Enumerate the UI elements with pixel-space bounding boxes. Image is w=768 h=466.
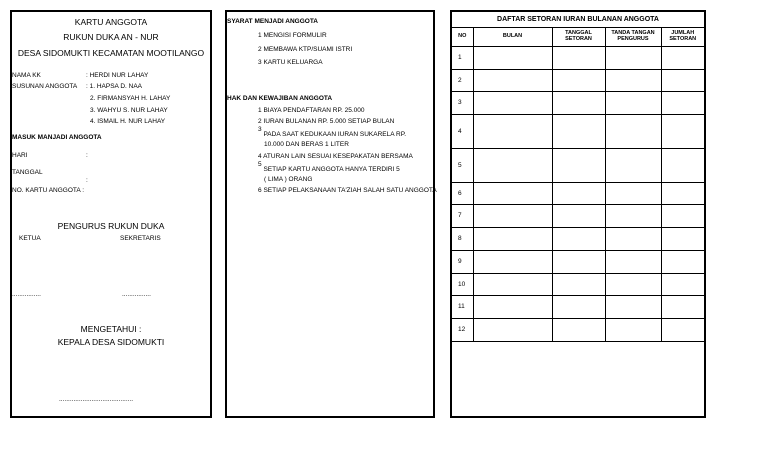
header-bulan — [473, 27, 552, 46]
kepala-desa-signature-line: ......................................... — [59, 396, 134, 403]
header-line: SETORAN — [565, 35, 592, 42]
table-cell — [552, 46, 605, 69]
table-row — [452, 295, 704, 318]
table-row — [452, 318, 704, 341]
syarat-item-1 — [258, 33, 327, 40]
table-cell — [473, 69, 552, 91]
table-cell — [605, 148, 661, 182]
header-line: TANGGAL — [565, 29, 592, 36]
card-subtitle: RUKUN DUKA AN - NUR — [63, 32, 159, 42]
hak-item-3-cont: 10.000 DAN BERAS 1 LITER — [264, 141, 349, 148]
row-number: 6 — [452, 182, 473, 204]
header-line: SETORAN — [669, 35, 697, 42]
hak-item-number: 4 — [258, 153, 262, 160]
row-number: 1 — [452, 46, 473, 69]
table-cell — [605, 46, 661, 69]
table-cell — [661, 204, 704, 227]
table-cell — [605, 91, 661, 114]
table-title: DAFTAR SETORAN IURAN BULANAN ANGGOTA — [452, 12, 704, 27]
kepala-desa-label: KEPALA DESA SIDOMUKTI — [57, 337, 165, 347]
pengurus-heading: PENGURUS RUKUN DUKA — [57, 221, 165, 231]
masuk-heading: MASUK MANJADI ANGGOTA — [12, 134, 102, 141]
sekretaris-signature-line: ................ — [122, 291, 151, 298]
table-cell — [661, 114, 704, 148]
table-cell — [552, 91, 605, 114]
table-row — [452, 46, 704, 69]
hak-item-5-cont: ( LIMA ) ORANG — [264, 176, 313, 183]
hari-colon: : — [86, 152, 88, 159]
row-number: 3 — [452, 91, 473, 114]
hak-item-text: SETIAP KARTU ANGGOTA HANYA TERDIRI 5 — [263, 166, 400, 173]
table-cell — [473, 273, 552, 295]
syarat-item-number: 1 — [258, 32, 262, 39]
row-number: 11 — [452, 295, 473, 318]
table-row — [452, 227, 704, 250]
table-cell — [552, 69, 605, 91]
hak-item-text: ATURAN LAIN SESUAI KESEPAKATAN BERSAMA — [263, 153, 413, 160]
syarat-item-text: MENGISI FORMULIR — [263, 32, 327, 39]
syarat-item-2 — [258, 47, 352, 54]
hak-item-number: 6 — [258, 187, 262, 194]
table-cell — [473, 318, 552, 341]
syarat-item-text: MEMBAWA KTP/SUAMI ISTRI — [263, 46, 353, 53]
table-row — [452, 204, 704, 227]
table-cell — [552, 114, 605, 148]
hak-item-number: 2 — [258, 118, 262, 125]
header-jumlah-setoran — [661, 27, 704, 46]
table-cell — [605, 295, 661, 318]
table-cell — [661, 273, 704, 295]
hak-item-5 — [258, 161, 400, 173]
header-tanda-tangan — [605, 27, 661, 46]
table-cell — [661, 91, 704, 114]
table-cell — [473, 46, 552, 69]
table-cell — [605, 204, 661, 227]
syarat-item-number: 3 — [258, 59, 262, 66]
hak-item-2 — [258, 119, 394, 126]
table-cell — [605, 182, 661, 204]
header-line: PENGURUS — [617, 35, 649, 42]
susunan-label: SUSUNAN ANGGOTA — [12, 83, 78, 90]
no-kartu-label: NO. KARTU ANGGOTA : — [12, 187, 84, 194]
table-cell — [552, 273, 605, 295]
table-cell — [661, 69, 704, 91]
row-number: 4 — [452, 114, 473, 148]
header-tanggal-setoran — [552, 27, 605, 46]
table-header-row — [452, 27, 704, 46]
table-cell — [552, 295, 605, 318]
table-cell — [473, 295, 552, 318]
table-cell — [661, 227, 704, 250]
table-row — [452, 273, 704, 295]
table-cell — [605, 227, 661, 250]
hak-item-text: IURAN BULANAN RP. 5.000 SETIAP BULAN — [263, 118, 395, 125]
hak-item-6 — [258, 188, 437, 195]
member-1: : 1. HAPSA D. NAA — [86, 83, 142, 90]
table-row — [452, 182, 704, 204]
table-cell — [552, 204, 605, 227]
row-number: 12 — [452, 318, 473, 341]
table-row — [452, 250, 704, 273]
table-cell — [473, 204, 552, 227]
header-no — [452, 27, 473, 46]
row-number: 8 — [452, 227, 473, 250]
table-cell — [552, 227, 605, 250]
card-title: KARTU ANGGOTA — [74, 17, 148, 27]
ketua-signature-line: ................ — [12, 291, 41, 298]
table-cell — [552, 318, 605, 341]
table-row — [452, 91, 704, 114]
member-2: 2. FIRMANSYAH H. LAHAY — [90, 95, 171, 102]
table-cell — [473, 250, 552, 273]
payment-record-panel — [450, 10, 706, 418]
table-cell — [605, 318, 661, 341]
table-cell — [473, 91, 552, 114]
header-line: TANDA TANGAN — [611, 29, 655, 36]
membership-card-front — [10, 10, 212, 418]
table-row — [452, 114, 704, 148]
nama-kk-label: NAMA KK — [12, 72, 41, 79]
table-cell — [605, 114, 661, 148]
tanggal-colon: : — [86, 177, 88, 184]
hak-item-number: 5 — [258, 161, 262, 168]
table-cell — [605, 69, 661, 91]
card-village: DESA SIDOMUKTI KECAMATAN MOOTILANGO — [17, 48, 205, 58]
table-cell — [661, 250, 704, 273]
table-cell — [661, 182, 704, 204]
hak-heading: HAK DAN KEWAJIBAN ANGGOTA — [227, 95, 333, 102]
member-4: 4. ISMAIL H. NUR LAHAY — [90, 118, 166, 125]
nama-kk-value: : HERDI NUR LAHAY — [86, 72, 149, 79]
hak-item-number: 3 — [258, 126, 262, 133]
row-number: 9 — [452, 250, 473, 273]
row-number: 5 — [452, 148, 473, 182]
table-cell — [661, 148, 704, 182]
hari-label: HARI — [12, 152, 28, 159]
hak-item-text: SETIAP PELAKSANAAN TA'ZIAH SALAH SATU ANGGOTA — [263, 187, 437, 194]
table-cell — [605, 250, 661, 273]
header-line: NO — [458, 32, 467, 39]
table-cell — [605, 273, 661, 295]
header-line: BULAN — [502, 32, 523, 39]
syarat-item-3 — [258, 60, 323, 67]
row-number: 10 — [452, 273, 473, 295]
row-number: 7 — [452, 204, 473, 227]
table-row — [452, 69, 704, 91]
hak-item-1 — [258, 108, 364, 115]
hak-item-number: 1 — [258, 107, 262, 114]
syarat-item-text: KARTU KELUARGA — [263, 59, 323, 66]
membership-terms — [225, 10, 435, 418]
table-cell — [473, 182, 552, 204]
header-line: JUMLAH — [671, 29, 695, 36]
tanggal-label: TANGGAL — [12, 169, 43, 176]
hak-item-4 — [258, 154, 413, 161]
table-cell — [552, 148, 605, 182]
row-number: 2 — [452, 69, 473, 91]
table-cell — [473, 148, 552, 182]
table-cell — [473, 114, 552, 148]
table-cell — [552, 182, 605, 204]
hak-item-3 — [258, 126, 407, 138]
hak-item-text: PADA SAAT KEDUKAAN IURAN SUKARELA RP. — [263, 131, 407, 138]
table-cell — [661, 46, 704, 69]
syarat-item-number: 2 — [258, 46, 262, 53]
table-cell — [552, 250, 605, 273]
ketua-label: KETUA — [19, 235, 41, 242]
table-cell — [661, 318, 704, 341]
payment-table — [452, 12, 704, 342]
table-cell — [661, 295, 704, 318]
syarat-heading: SYARAT MENJADI ANGGOTA — [227, 18, 319, 25]
sekretaris-label: SEKRETARIS — [120, 235, 161, 242]
mengetahui-label: MENGETAHUI : — [80, 324, 142, 334]
table-row — [452, 148, 704, 182]
table-cell — [473, 227, 552, 250]
member-3: 3. WAHYU S. NUR LAHAY — [90, 107, 168, 114]
hak-item-text: BIAYA PENDAFTARAN RP. 25.000 — [263, 107, 365, 114]
